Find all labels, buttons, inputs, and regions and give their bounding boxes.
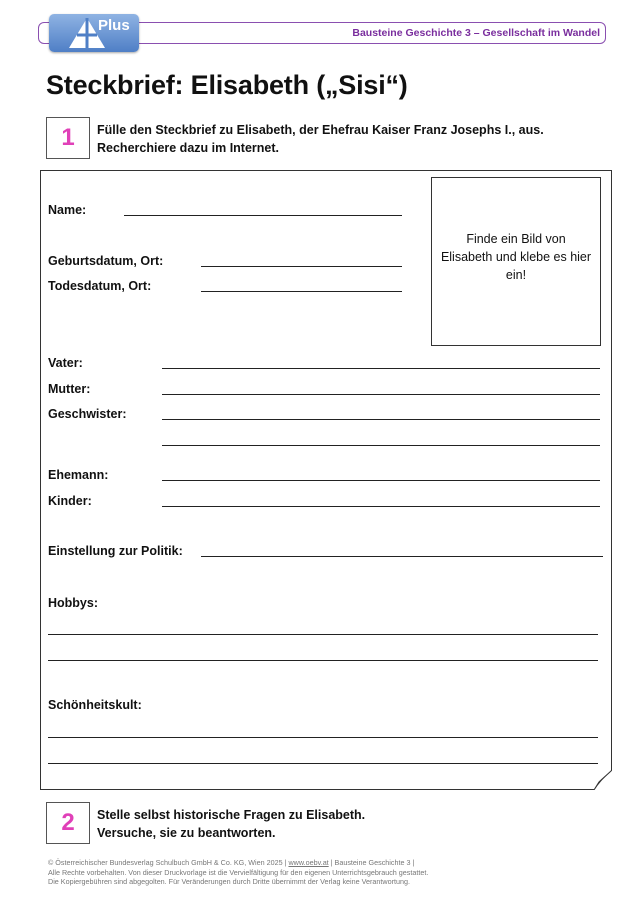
- series-title: Bausteine Geschichte 3 – Gesellschaft im Wandel: [352, 27, 600, 39]
- field-father[interactable]: [162, 368, 600, 369]
- footer: [48, 858, 428, 887]
- task2-line2: Versuche, sie zu beantworten.: [97, 826, 276, 840]
- label-father: Vater:: [48, 356, 83, 370]
- field-death[interactable]: [201, 291, 402, 292]
- field-politics[interactable]: [201, 556, 603, 557]
- field-husband[interactable]: [162, 480, 600, 481]
- footer-link[interactable]: www.oebv.at: [288, 858, 329, 867]
- task1-line2: Recherchiere dazu im Internet.: [97, 141, 280, 155]
- label-birth: Geburtsdatum, Ort:: [48, 254, 164, 268]
- label-death: Todesdatum, Ort:: [48, 279, 152, 293]
- task-number-2: 2: [46, 802, 90, 844]
- field-siblings[interactable]: [162, 445, 600, 446]
- footer-series: | Bausteine Geschichte 3 |: [328, 858, 415, 867]
- label-siblings: Geschwister:: [48, 407, 127, 421]
- field-beauty[interactable]: [48, 763, 598, 764]
- label-beauty: Schönheitskult:: [48, 698, 142, 712]
- label-children: Kinder:: [48, 494, 92, 508]
- field-hobbies[interactable]: [48, 634, 598, 635]
- field-beauty[interactable]: [48, 737, 598, 738]
- footer-line1: [48, 858, 428, 868]
- footer-copyright: © Österreichischer Bundesverlag Schulbuch GmbH & Co. KG, Wien 2025 |: [48, 858, 289, 867]
- field-birth[interactable]: [201, 266, 402, 267]
- footer-line2: Alle Rechte vorbehalten. Von dieser Druckvorlage ist die Vervielfältigung für den eigenen Unterrichtsgebrauch gestattet.: [48, 867, 429, 877]
- photo-hint: [431, 230, 601, 284]
- logo-text: Plus: [98, 17, 130, 34]
- field-children[interactable]: [162, 506, 600, 507]
- label-mother: Mutter:: [48, 382, 91, 396]
- field-mother[interactable]: [162, 394, 600, 395]
- footer-line3: Die Kopiergebühren sind abgegolten. Für Veränderungen durch Dritte übernimmt der Verlag keine Verantwortung.: [48, 877, 410, 886]
- page-title: Steckbrief: Elisabeth („Sisi“): [46, 70, 408, 100]
- page-curl-icon: [594, 770, 612, 790]
- label-name: Name:: [48, 203, 87, 217]
- field-siblings[interactable]: [162, 419, 600, 420]
- task-number-1: 1: [46, 117, 90, 159]
- task2-line1: Stelle selbst historische Fragen zu Elisabeth.: [97, 808, 366, 822]
- label-husband: Ehemann:: [48, 468, 109, 482]
- field-name[interactable]: [124, 215, 402, 216]
- task1-line1: Fülle den Steckbrief zu Elisabeth, der Ehefrau Kaiser Franz Josephs I., aus.: [97, 123, 544, 137]
- field-hobbies[interactable]: [48, 660, 598, 661]
- photo-hint-line: Finde ein Bild von: [466, 232, 566, 246]
- photo-hint-line: ein!: [505, 268, 527, 282]
- label-politics: Einstellung zur Politik:: [48, 544, 183, 558]
- label-hobbies: Hobbys:: [48, 596, 98, 610]
- photo-hint-line: Elisabeth und klebe es hier: [440, 250, 592, 264]
